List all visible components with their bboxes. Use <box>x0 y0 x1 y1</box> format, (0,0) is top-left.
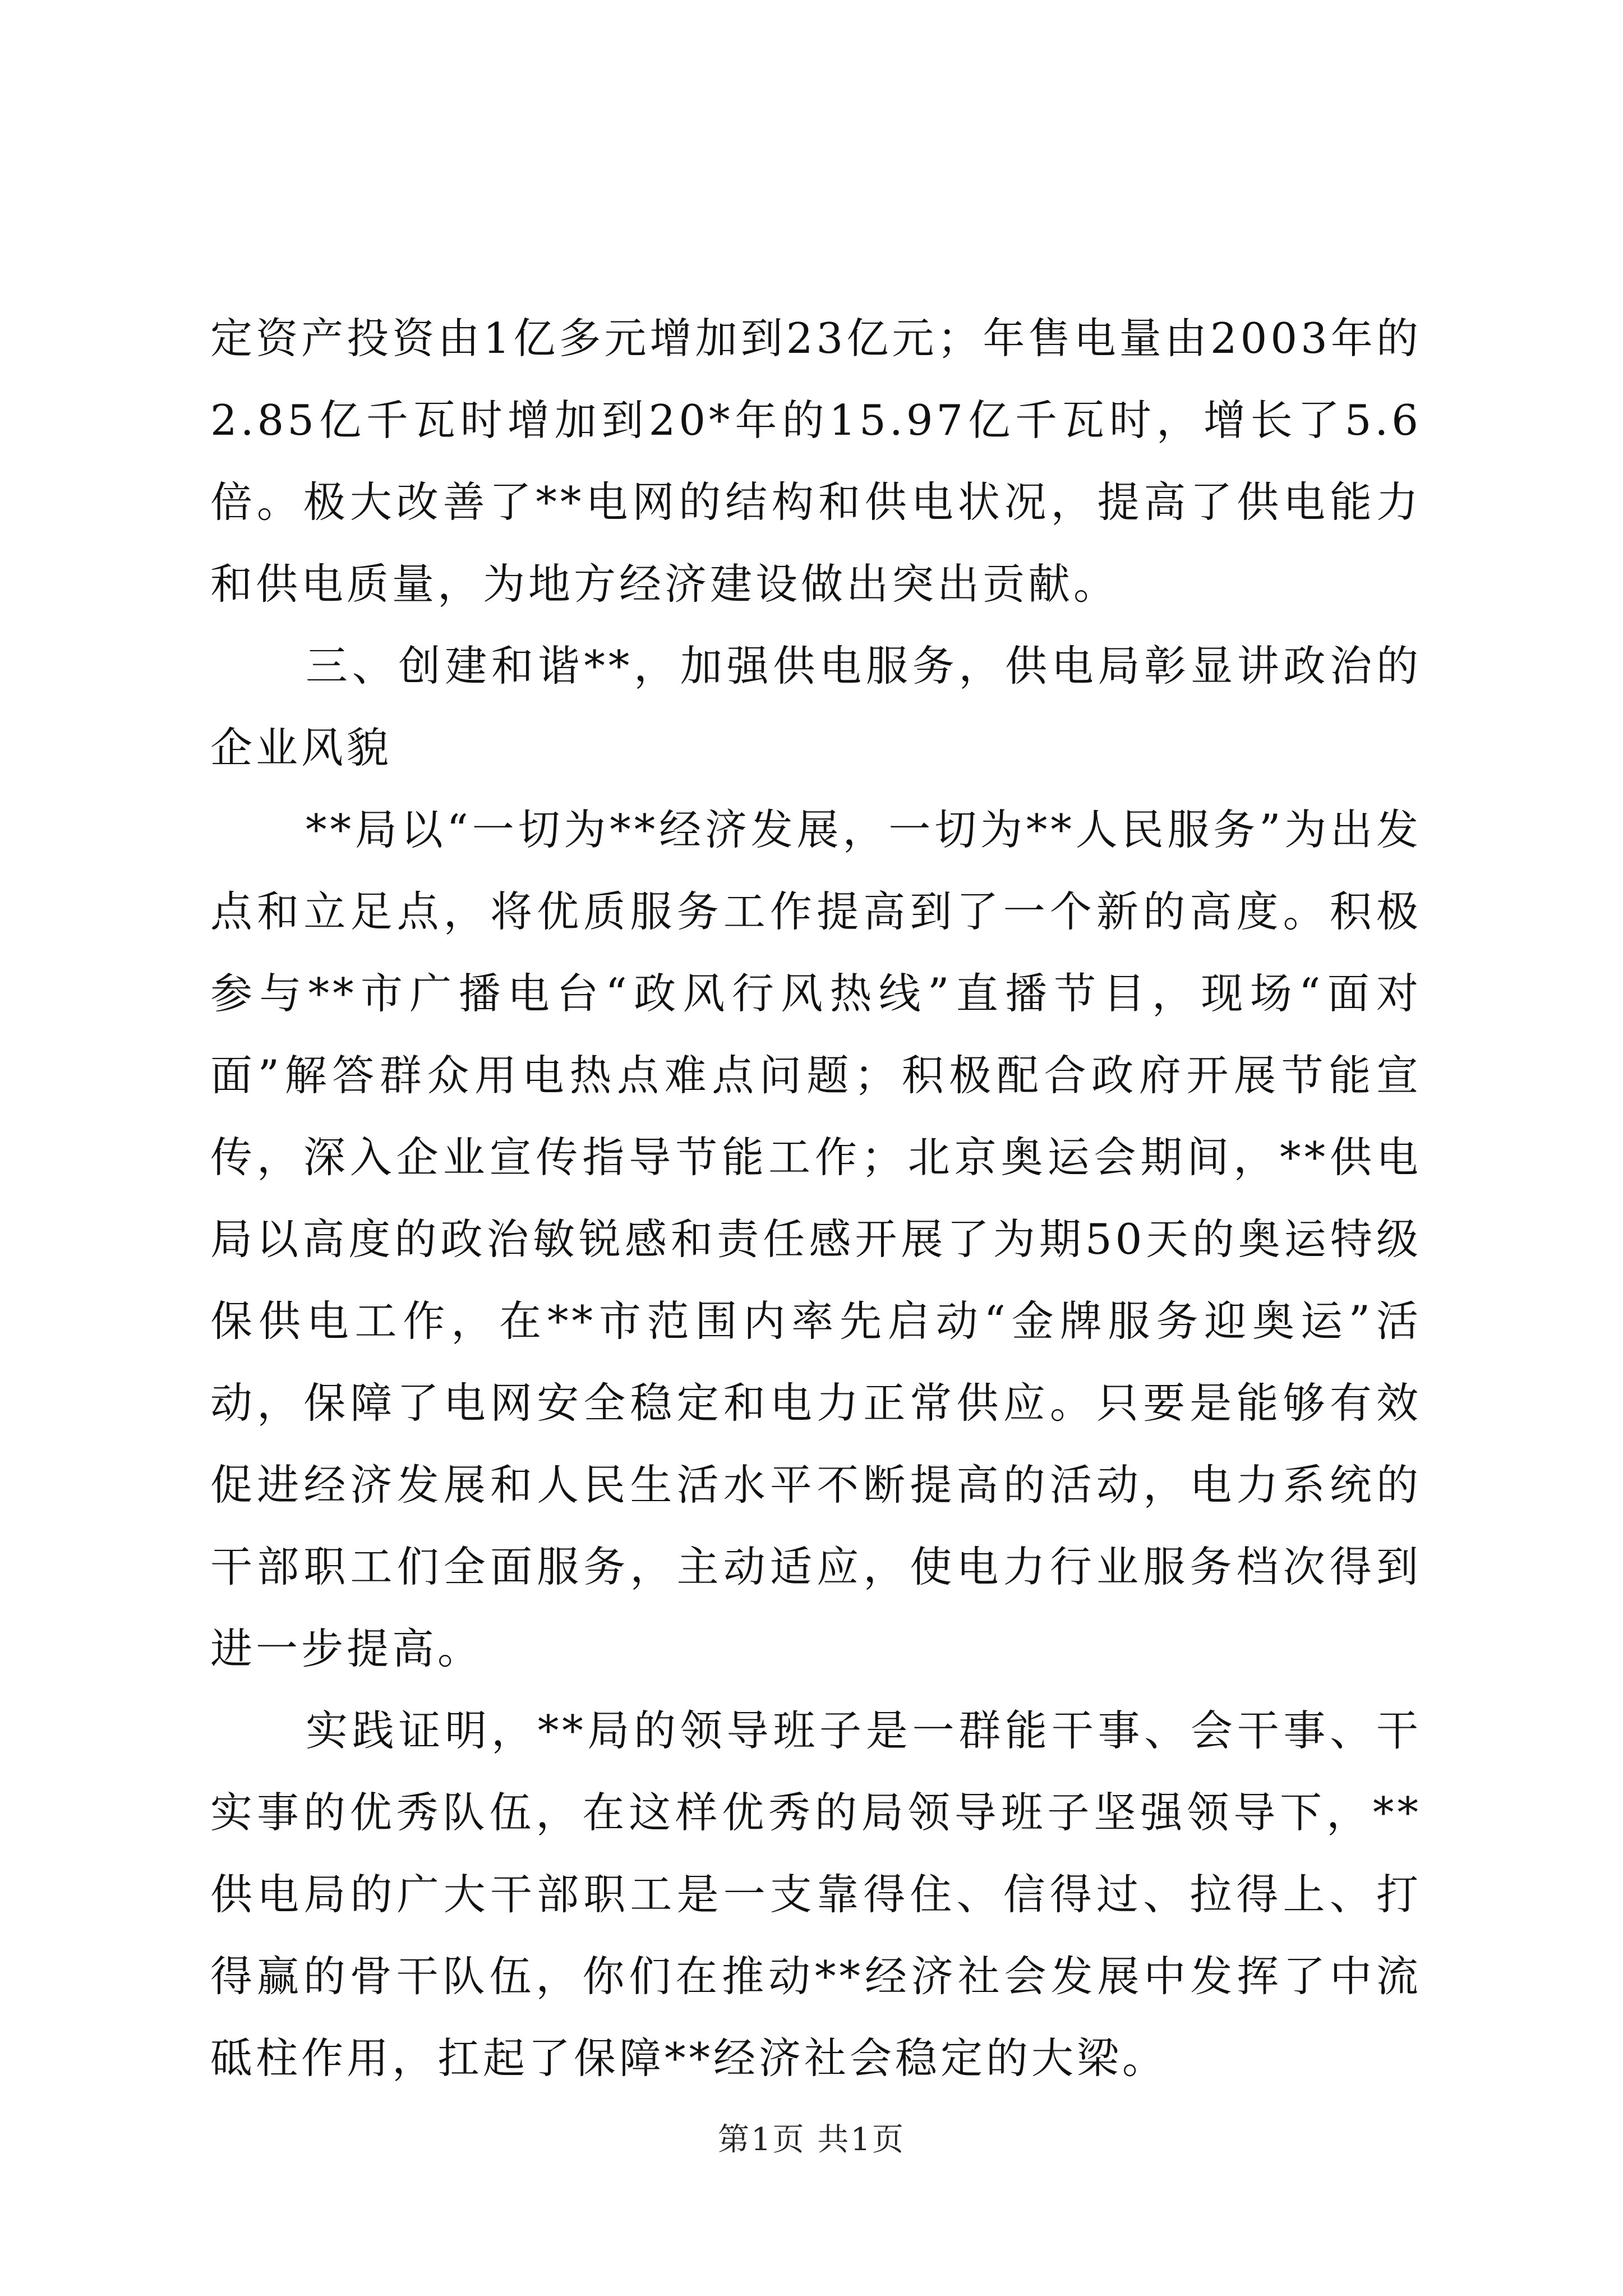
paragraph-service: **局以“一切为**经济发展，一切为**人民服务”为出发点和立足点，将优质服务工作提高到了一个新的高度。积极参与**市广播电台“政风行风热线”直播节目，现场“面对面”解答群众用电热点难点问题；积极配合政府开展节能宣传，深入企业宣传指导节能工作；北京奥运会期间，**供电局以高度的政治敏锐感和责任感开展了为期50天的奥运特级保供电工作，在**市范围内率先启动“金牌服务迎奥运”活动，保障了电网安全稳定和电力正常供应。只要是能够有效促进经济发展和人民生活水平不断提高的活动，电力系统的干部职工们全面服务，主动适应，使电力行业服务档次得到进一步提高。 <box>210 805 1422 1673</box>
page-number-footer: 第1页 共1页 <box>717 2122 906 2158</box>
paragraph-conclusion: 实践证明，**局的领导班子是一群能干事、会干事、干实事的优秀队伍，在这样优秀的局领导班子坚强领导下，**供电局的广大干部职工是一支靠得住、信得过、拉得上、打得赢的骨干队伍，你们在推动**经济社会发展中发挥了中流砥柱作用，扛起了保障**经济社会稳定的大梁。 <box>210 1706 1422 2083</box>
document-body <box>210 297 1422 2099</box>
paragraph-continuation: 定资产投资由1亿多元增加到23亿元；年售电量由2003年的2.85亿千瓦时增加到20*年的15.97亿千瓦时，增长了5.6倍。极大改善了**电网的结构和供电状况，提高了供电能力和供电质量，为地方经济建设做出突出贡献。 <box>210 314 1422 609</box>
section-heading: 三、创建和谐**，加强供电服务，供电局彰显讲政治的企业风貌 <box>210 641 1422 772</box>
